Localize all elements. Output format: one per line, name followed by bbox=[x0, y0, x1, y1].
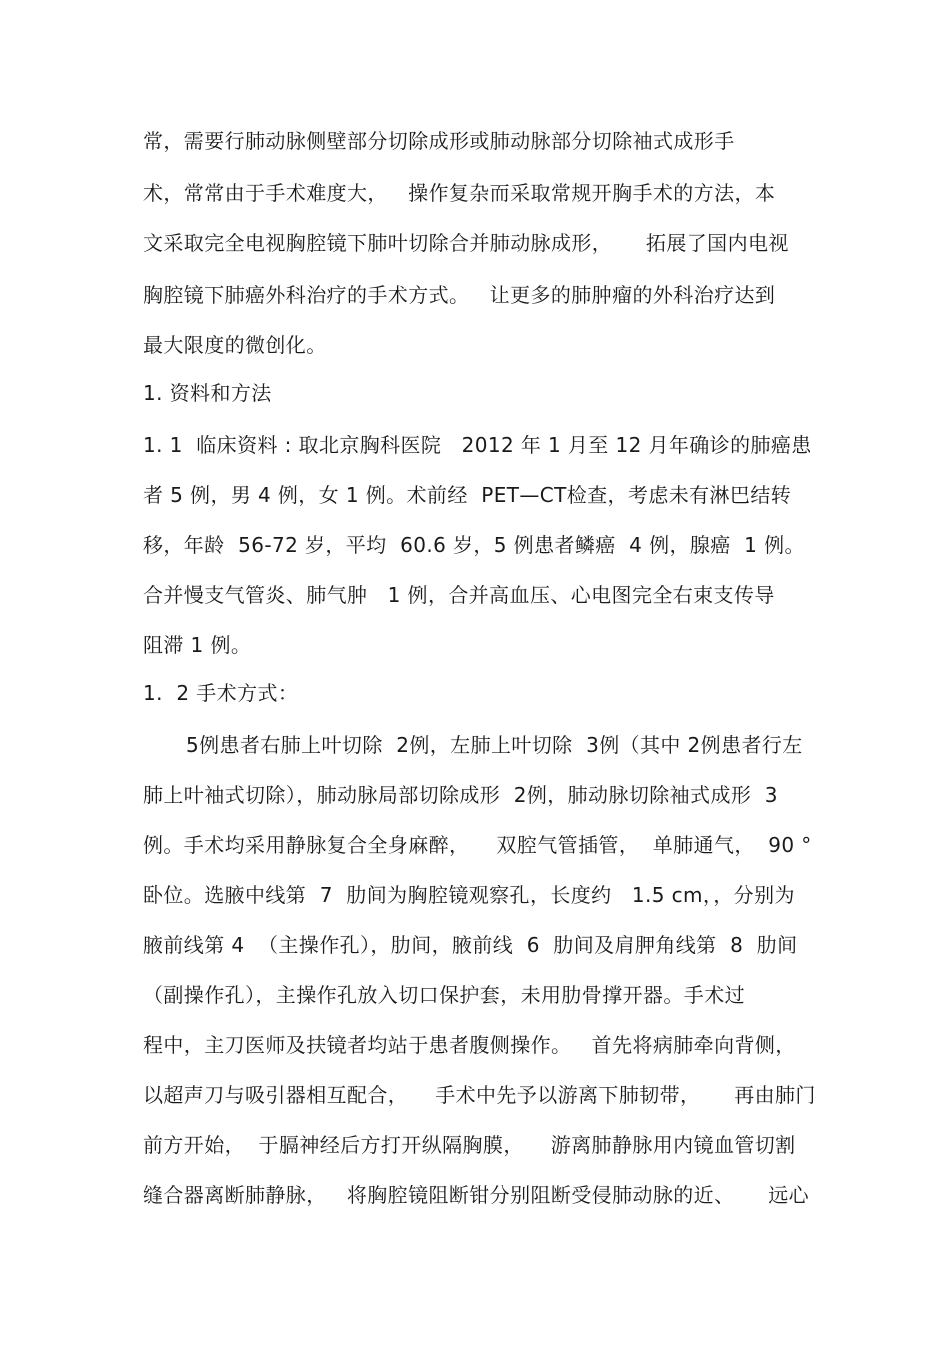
text-line: 术，常常由于手术难度大， 操作复杂而采取常规开胸手术的方法，本 bbox=[143, 181, 776, 205]
text-line: 胸腔镜下肺癌外科治疗的手术方式。 让更多的肺肿瘤的外科治疗达到 bbox=[143, 283, 776, 307]
text-line: 1. 1 临床资料 : 取北京胸科医院 2012 年 1 月至 12 月年确诊的肺癌患 bbox=[143, 433, 812, 457]
text-line: 肺上叶袖式切除），肺动脉局部切除成形 2例，肺动脉切除袖式成形 3 bbox=[143, 783, 778, 807]
text-line: 程中，主刀医师及扶镜者均站于患者腹侧操作。 首先将病肺牵向背侧， bbox=[143, 1033, 796, 1057]
section-heading: 1. 资料和方法 bbox=[143, 381, 272, 405]
text-line: 前方开始， 于膈神经后方打开纵隔胸膜， 游离肺静脉用内镜血管切割 bbox=[143, 1133, 796, 1157]
text-line: 移，年龄 56-72 岁，平均 60.6 岁，5 例患者鳞癌 4 例，腺癌 1 例。 bbox=[143, 533, 805, 557]
text-line: 阻滞 1 例。 bbox=[143, 633, 252, 657]
text-line: 5例患者右肺上叶切除 2例，左肺上叶切除 3例（其中 2例患者行左 bbox=[186, 733, 803, 757]
text-line: 腋前线第 4 （主操作孔），肋间，腋前线 6 肋间及肩胛角线第 8 肋间 bbox=[143, 933, 798, 957]
text-line: 缝合器离断肺静脉， 将胸腔镜阻断钳分别阻断受侵肺动脉的近、 远心 bbox=[143, 1183, 810, 1207]
text-line: 合并慢支气管炎、肺气肿 1 例，合并高血压、心电图完全右束支传导 bbox=[143, 583, 775, 607]
text-line: 文采取完全电视胸腔镜下肺叶切除合并肺动脉成形， 拓展了国内电视 bbox=[143, 231, 789, 255]
subsection-heading: 1. 2 手术方式： bbox=[143, 681, 299, 705]
text-line: 者 5 例，男 4 例，女 1 例。术前经 PET—CT检查，考虑未有淋巴结转 bbox=[143, 483, 792, 507]
text-line: 以超声刀与吸引器相互配合， 手术中先予以游离下肺韧带， 再由肺门 bbox=[143, 1083, 816, 1107]
text-line: 常，需要行肺动脉侧壁部分切除成形或肺动脉部分切除袖式成形手 bbox=[143, 129, 735, 153]
text-line: 例。手术均采用静脉复合全身麻醉， 双腔气管插管， 单肺通气， 90 ° bbox=[143, 833, 812, 857]
text-line: 最大限度的微创化。 bbox=[143, 333, 327, 357]
text-line: （副操作孔），主操作孔放入切口保护套，未用肋骨撑开器。手术过 bbox=[143, 983, 745, 1007]
text-line: 卧位。选腋中线第 7 肋间为胸腔镜观察孔，长度约 1.5 cm，，分别为 bbox=[143, 883, 795, 907]
